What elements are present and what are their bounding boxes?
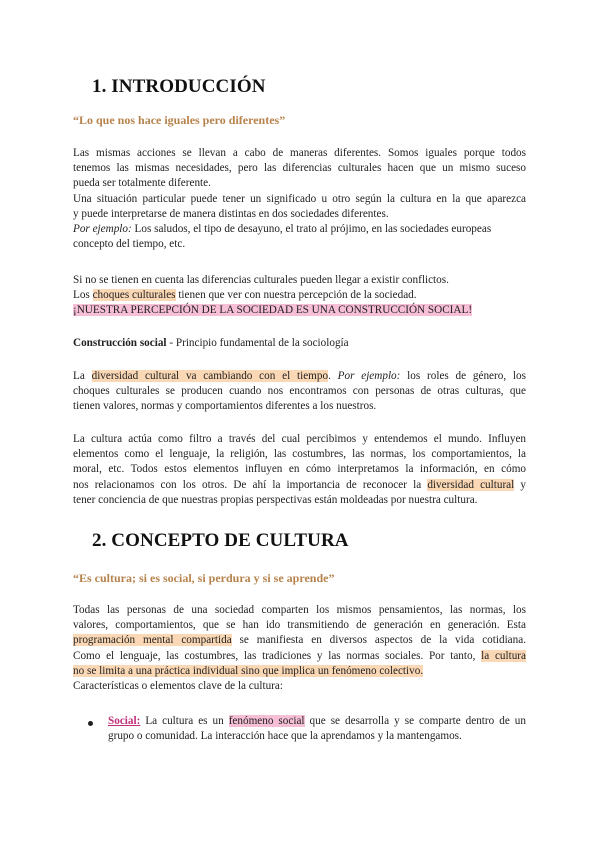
text-line: Características o elementos clave de la cultura: xyxy=(73,680,283,693)
text-span: que se desarrolla y se comparte dentro de un xyxy=(304,715,526,727)
text-line xyxy=(73,664,526,679)
construccion-social-definition: - Principio fundamental de la sociología xyxy=(166,337,349,349)
text-line: grupo o comunidad. La interacción hace que la aprendamos y la mantengamos. xyxy=(108,730,462,743)
text-span: Como el lenguaje, las costumbres, las tradiciones y las normas sociales. Por tanto, xyxy=(73,649,482,662)
section-1-heading: 1. INTRODUCCIÓN xyxy=(92,76,266,97)
example-line xyxy=(73,222,526,237)
highlight-construccion-social-statement: ¡NUESTRA PERCEPCIÓN DE LA SOCIEDAD ES UNA CONSTRUCCIÓN SOCIAL! xyxy=(73,304,473,317)
text-span: los roles de género, los xyxy=(400,370,526,382)
highlight-fenomeno-social: fenómeno social xyxy=(228,715,305,727)
highlight-programacion-mental: programación mental compartida xyxy=(73,634,232,647)
text-line: choques culturales se producen cuando nos encontramos con personas de otras culturas, que xyxy=(73,385,526,398)
text-span: La cultura es un xyxy=(140,715,229,727)
text-span: La xyxy=(73,370,92,382)
diversity-paragraph xyxy=(73,369,526,415)
text-line xyxy=(108,714,526,729)
highlight-choques-culturales: choques culturales xyxy=(92,289,176,302)
text-line: pueda ser totalmente diferente. xyxy=(73,177,211,190)
text-line: Una situación particular puede tener un significado u otro según la cultura en la que aparezca xyxy=(73,192,526,205)
section-2-quote: “Es cultura; si es social, si perdura y si se aprende” xyxy=(73,571,335,585)
filter-paragraph xyxy=(73,432,526,508)
text-line: moral, etc. Todos estos elementos influyen en cómo interpretamos la información, en cómo xyxy=(73,463,526,476)
concept-paragraph xyxy=(73,603,526,694)
highlight-la-cultura: la cultura xyxy=(481,649,527,662)
text-line xyxy=(73,633,526,648)
highlight-fenomeno-colectivo: no se limita a una práctica individual sino que implica un fenómeno colectivo. xyxy=(73,664,424,677)
example-text: Los saludos, el tipo de desayuno, el trato al prójimo, en las sociedades europeas xyxy=(131,223,492,236)
text-line xyxy=(73,288,526,303)
text-line: tienen valores, normas y comportamientos diferentes a los nuestros. xyxy=(73,400,377,413)
text-span: tienen que ver con nuestra percepción de la sociedad. xyxy=(175,289,417,302)
highlight-diversidad-cultural-tiempo: diversidad cultural va cambiando con el tiempo xyxy=(91,370,329,382)
text-line: elementos como el lenguaje, la religión, las costumbres, las normas, los comportamientos, la xyxy=(73,448,526,461)
bullet-icon xyxy=(88,721,93,726)
text-span: Los xyxy=(73,289,93,302)
text-line xyxy=(73,478,526,493)
bullet-label-social: Social: xyxy=(108,715,141,727)
construccion-social-term: Construcción social xyxy=(73,337,167,349)
text-line: valores, comportamientos, que se han ido transmitiendo de generación en generación. Esta xyxy=(73,619,526,632)
text-line: Todas las personas de una sociedad comparten los mismos pensamientos, las normas, los xyxy=(73,604,526,616)
text-line: y puede interpretarse de manera distintas en dos sociedades diferentes. xyxy=(73,207,389,220)
text-line: Si no se tienen en cuenta las diferencias culturales pueden llegar a existir conflictos. xyxy=(73,274,449,286)
bullet-social xyxy=(108,714,526,744)
text-line xyxy=(73,336,526,351)
section-1-quote: “Lo que nos hace iguales pero diferentes” xyxy=(73,113,286,127)
text-line: concepto del tiempo, etc. xyxy=(73,238,186,251)
highlight-diversidad-cultural: diversidad cultural xyxy=(427,478,515,491)
text-line xyxy=(73,649,526,664)
text-span: se manifiesta en diversos aspectos de la vida cotidiana. xyxy=(231,634,526,647)
example-label: Por ejemplo: xyxy=(73,223,132,236)
text-line: Las mismas acciones se llevan a cabo de maneras diferentes. Somos iguales porque todos xyxy=(73,147,526,159)
text-span: . xyxy=(328,370,338,382)
text-line: La cultura actúa como filtro a través del cual percibimos y entendemos el mundo. Influyen xyxy=(73,433,526,445)
text-line: tenemos las mismas necesidades, pero las diferencias culturales hacen que un mismo suceso xyxy=(73,162,526,175)
shout-line xyxy=(73,303,526,318)
text-line: tener conciencia de que nuestras propias perspectivas están moldeadas por nuestra cultura. xyxy=(73,493,478,506)
example-label: Por ejemplo: xyxy=(337,370,401,382)
text-span: y xyxy=(514,478,526,491)
text-span: nos relacionamos con los otros. De ahí la importancia de reconocer la xyxy=(73,478,428,491)
section-2-heading: 2. CONCEPTO DE CULTURA xyxy=(92,530,349,551)
conflicts-paragraph xyxy=(73,273,526,319)
intro-paragraph xyxy=(73,146,526,252)
text-line xyxy=(73,369,526,384)
construccion-social-line xyxy=(73,336,526,351)
